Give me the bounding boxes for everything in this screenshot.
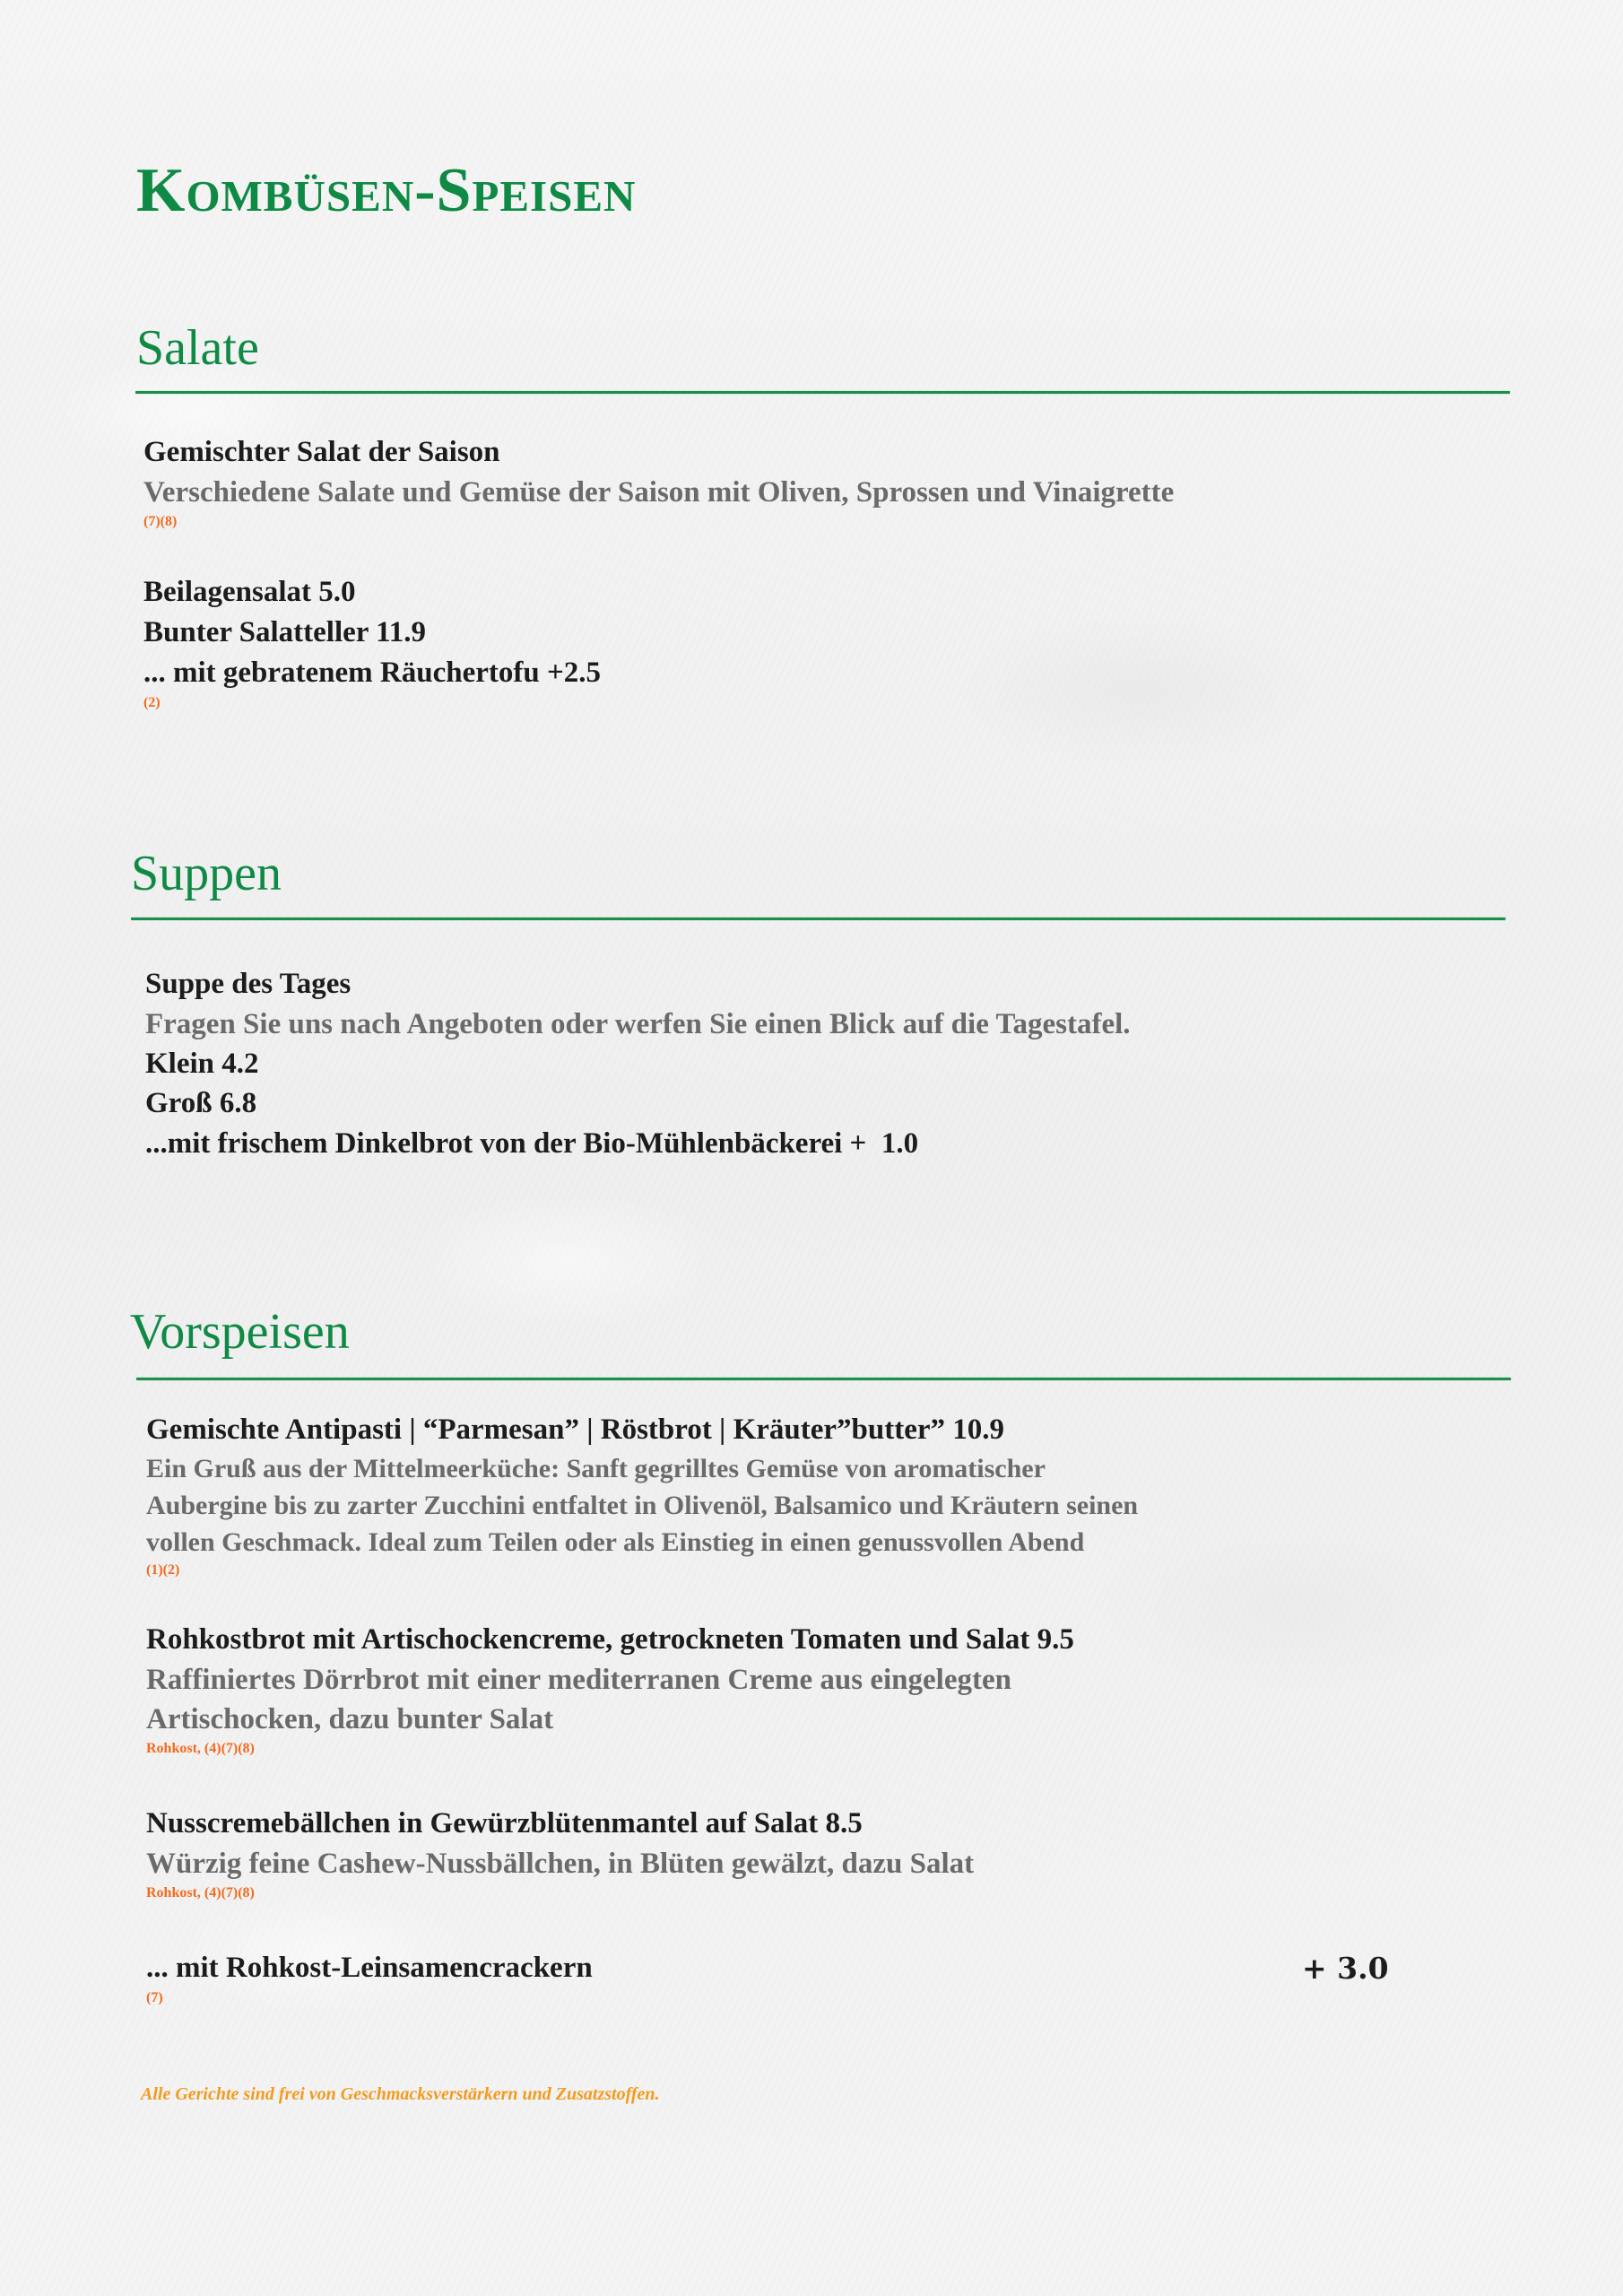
item-description-line: Ein Gruß aus der Mittelmeerküche: Sanft gegrilltes Gemüse von aromatischer	[146, 1454, 1046, 1483]
allergen-codes: (7)(8)	[143, 514, 178, 529]
item-title: Suppe des Tages	[145, 968, 352, 1000]
variant-klein: Klein 4.2	[145, 1048, 259, 1080]
allergen-codes: (2)	[143, 695, 161, 710]
menu-item-gemischter-salat	[143, 432, 1174, 532]
variant-raeuchertofu: ... mit gebratenem Räuchertofu +2.5	[143, 657, 602, 689]
section-heading-suppen: Suppen	[131, 846, 282, 901]
item-description-line: Aubergine bis zu zarter Zucchini entfaltet in Olivenöl, Balsamico und Kräutern seinen	[146, 1491, 1139, 1520]
menu-item-rohkostbrot	[146, 1620, 1074, 1759]
menu-item-suppe-des-tages	[145, 964, 1131, 1164]
item-title: Nusscremebällchen in Gewürzblütenmantel auf Salat 8.5	[146, 1807, 863, 1839]
section-heading-salate: Salate	[136, 320, 259, 376]
variant-dinkelbrot: ...mit frischem Dinkelbrot von der Bio-Mühlenbäckerei + 1.0	[145, 1127, 919, 1160]
item-price-leinsamencracker: + 3.0	[1302, 1951, 1389, 1986]
allergen-codes: Rohkost, (4)(7)(8)	[146, 1885, 255, 1900]
item-title: Gemischter Salat der Saison	[143, 436, 500, 468]
footer-note: Alle Gerichte sind frei von Geschmacksverstärkern und Zusatzstoffen.	[141, 2084, 660, 2104]
variant-bunter-salatteller: Bunter Salatteller 11.9	[143, 616, 427, 648]
allergen-codes: Rohkost, (4)(7)(8)	[146, 1741, 255, 1756]
allergen-codes: (7)	[146, 1990, 163, 2005]
item-title: ... mit Rohkost-Leinsamencrackern	[146, 1952, 593, 1984]
item-title: Gemischte Antipasti | “Parmesan” | Röstbrot | Kräuter”butter” 10.9	[146, 1413, 1004, 1446]
page-title: Kombüsen-Speisen	[136, 156, 637, 225]
allergen-codes: (1)(2)	[146, 1562, 180, 1578]
menu-item-antipasti	[146, 1410, 1138, 1580]
item-title: Rohkostbrot mit Artischockencreme, getrockneten Tomaten und Salat 9.5	[146, 1623, 1074, 1656]
section-heading-vorspeisen: Vorspeisen	[130, 1304, 350, 1360]
item-description-line: Raffiniertes Dörrbrot mit einer mediterranen Creme aus eingelegten	[146, 1664, 1011, 1696]
section-divider-salate	[135, 391, 1510, 394]
menu-variants-salate	[143, 572, 601, 713]
section-divider-vorspeisen	[136, 1378, 1511, 1380]
section-divider-suppen	[131, 918, 1506, 920]
item-description: Verschiedene Salate und Gemüse der Saison mit Oliven, Sprossen und Vinaigrette	[143, 476, 1175, 509]
item-description: Fragen Sie uns nach Angeboten oder werfen Sie einen Blick auf die Tagestafel.	[145, 1008, 1131, 1040]
menu-item-leinsamencracker	[146, 1948, 593, 2008]
item-description-line: vollen Geschmack. Ideal zum Teilen oder als Einstieg in einen genussvollen Abend	[146, 1527, 1085, 1557]
variant-gross: Groß 6.8	[145, 1087, 257, 1119]
variant-beilagensalat: Beilagensalat 5.0	[143, 576, 356, 608]
menu-item-nusscremebaellchen	[146, 1804, 974, 1903]
item-description-line: Würzig feine Cashew-Nussbällchen, in Blüten gewälzt, dazu Salat	[146, 1848, 975, 1880]
item-description-line: Artischocken, dazu bunter Salat	[146, 1703, 554, 1735]
